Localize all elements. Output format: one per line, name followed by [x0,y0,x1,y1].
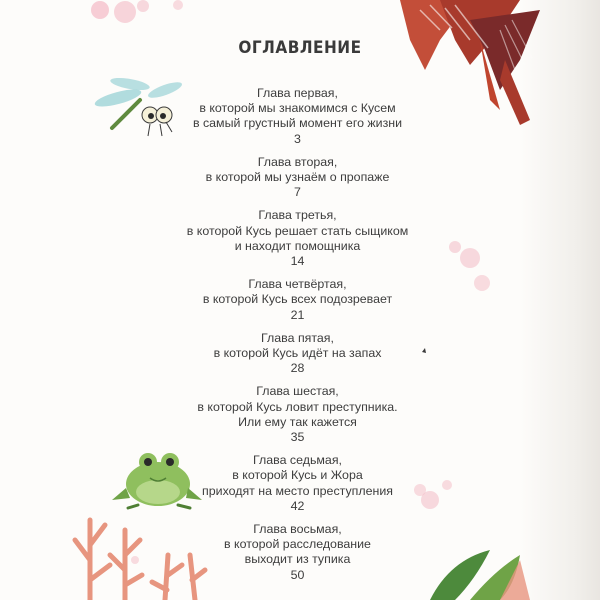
chapter-subtitle-line: в которой Кусь и Жора [232,468,363,483]
chapter-subtitle-line: в самый грустный момент его жизни [192,116,403,131]
chapter-heading: Глава третья, [258,208,337,223]
chapter-page-number: 35 [290,430,305,445]
chapter-subtitle-line: в которой мы узнаём о пропаже [205,170,390,185]
chapter-subtitle-line: в которой расследование [224,537,371,552]
chapter-subtitle-line: Или ему так кажется [238,414,357,429]
chapter-subtitle-line: приходят на место преступления [202,483,393,498]
chapter-page-number: 50 [290,567,305,582]
chapter-heading: Глава шестая, [256,384,339,399]
chapter-subtitle-line: выходит из тупика [244,552,351,567]
chapter-heading: Глава восьмая, [253,522,342,537]
toc-entry [100,155,495,201]
chapter-page-number: 14 [290,254,305,269]
chapter-heading: Глава первая, [257,86,338,100]
table-of-contents [100,86,495,591]
chapter-heading: Глава седьмая, [253,453,342,468]
chapter-page-number: 21 [290,307,305,322]
toc-entry [100,86,495,147]
toc-entry [100,384,495,445]
page-title: ОГЛАВЛЕНИЕ [238,38,362,58]
chapter-page-number: 7 [294,185,301,200]
chapter-subtitle-line: в которой мы знакомимся с Кусем [199,101,396,116]
chapter-heading: Глава четвёртая, [248,277,347,292]
toc-entry [100,453,495,514]
chapter-subtitle-line: в которой Кусь всех подозревает [202,292,393,307]
toc-entry [100,277,495,323]
chapter-heading: Глава пятая, [261,330,334,345]
chapter-page-number: 28 [290,361,305,376]
chapter-subtitle-line: и находит помощника [234,238,361,253]
chapter-subtitle-line: в которой Кусь идёт на запах [213,346,382,361]
toc-entry [100,208,495,269]
toc-entry [100,522,495,583]
chapter-page-number: 3 [294,131,301,146]
chapter-subtitle-line: в которой Кусь решает стать сыщиком [186,223,409,238]
toc-entry [100,331,495,377]
chapter-subtitle-line: в которой Кусь ловит преступника. [197,399,398,414]
chapter-heading: Глава вторая, [257,154,338,169]
chapter-page-number: 42 [290,498,305,513]
